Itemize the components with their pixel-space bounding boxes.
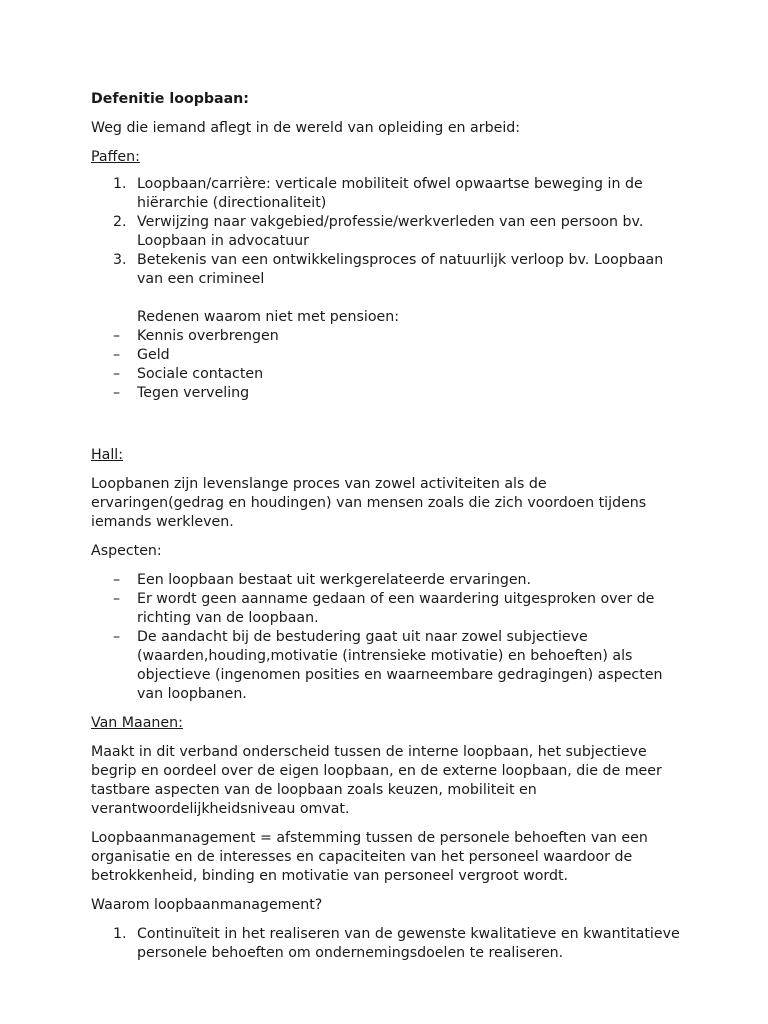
list-marker: 2.: [113, 214, 127, 230]
redenen-heading: Redenen waarom niet met pensioen:: [137, 309, 400, 325]
hall-heading: Hall:: [91, 447, 124, 463]
aspecten-heading: Aspecten:: [91, 543, 162, 559]
aspecten-list: [91, 571, 681, 704]
list-marker: –: [113, 591, 121, 607]
list-marker: –: [113, 572, 121, 588]
vanmaanen-heading: Van Maanen:: [91, 715, 183, 731]
intro-text: Weg die iemand aflegt in de wereld van opleiding en arbeid:: [91, 120, 521, 136]
list-item-text: Geld: [137, 347, 170, 363]
list-item: [91, 384, 681, 403]
list-marker: –: [113, 385, 121, 401]
list-item-text: Een loopbaan bestaat uit werkgerelateerde ervaringen.: [137, 572, 532, 588]
list-item: [91, 571, 681, 590]
list-item-text: Loopbaan/carrière: verticale mobiliteit ofwel opwaartse beweging in de hiërarchie (directionaliteit): [137, 176, 643, 211]
paffen-list: [91, 175, 681, 289]
list-item-text: Betekenis van een ontwikkelingsproces of natuurlijk verloop bv. Loopbaan van een crimineel: [137, 252, 664, 287]
list-item: [91, 251, 681, 289]
list-item: [91, 327, 681, 346]
list-item-text: Er wordt geen aanname gedaan of een waardering uitgesproken over de richting van de loopbaan.: [137, 591, 655, 626]
list-marker: 1.: [113, 926, 127, 942]
list-item-text: Kennis overbrengen: [137, 328, 279, 344]
list-item-text: De aandacht bij de bestudering gaat uit naar zowel subjectieve (waarden,houding,motivatie (intrensieke motivatie) en behoeften) als objectieve (ingenomen posities en waarneembare gedragingen) aspecten van loopbanen.: [137, 629, 663, 702]
redenen-list: [91, 327, 681, 403]
list-item: [91, 365, 681, 384]
list-item: [91, 628, 681, 704]
list-marker: –: [113, 328, 121, 344]
list-marker: –: [113, 629, 121, 645]
list-marker: 1.: [113, 176, 127, 192]
list-item-text: Tegen verveling: [137, 385, 250, 401]
list-item: [91, 590, 681, 628]
list-item: [91, 346, 681, 365]
list-item: [91, 925, 681, 963]
list-marker: –: [113, 347, 121, 363]
hall-text: Loopbanen zijn levenslange proces van zowel activiteiten als de ervaringen(gedrag en houdingen) van mensen zoals die zich voordoen tijdens iemands werkleven.: [91, 476, 647, 530]
list-item: [91, 175, 681, 213]
paffen-heading: Paffen:: [91, 149, 140, 165]
doc-title: Defenitie loopbaan:: [91, 91, 249, 107]
vanmaanen-text: Maakt in dit verband onderscheid tussen de interne loopbaan, het subjectieve begrip en oordeel over de eigen loopbaan, en de externe loopbaan, die de meer tastbare aspecten van de loopbaan zoals keuzen, mobiliteit en verantwoordelijkheidsniveau omvat.: [91, 744, 662, 817]
list-item-text: Sociale contacten: [137, 366, 264, 382]
list-item-text: Continuïteit in het realiseren van de gewenste kwalitatieve en kwantitatieve personele behoeften om ondernemingsdoelen te realiseren.: [137, 926, 680, 961]
document-body: [91, 90, 681, 963]
list-marker: –: [113, 366, 121, 382]
management-text: Loopbaanmanagement = afstemming tussen de personele behoeften van een organisatie en de interesses en capaciteiten van het personeel waardoor de betrokkenheid, binding en motivatie van personeel vergroot wordt.: [91, 830, 648, 884]
list-item: [91, 213, 681, 251]
waarom-heading: Waarom loopbaanmanagement?: [91, 897, 323, 913]
waarom-list: [91, 925, 681, 963]
list-item-text: Verwijzing naar vakgebied/professie/werkverleden van een persoon bv. Loopbaan in advocatuur: [137, 214, 644, 249]
list-marker: 3.: [113, 252, 127, 268]
